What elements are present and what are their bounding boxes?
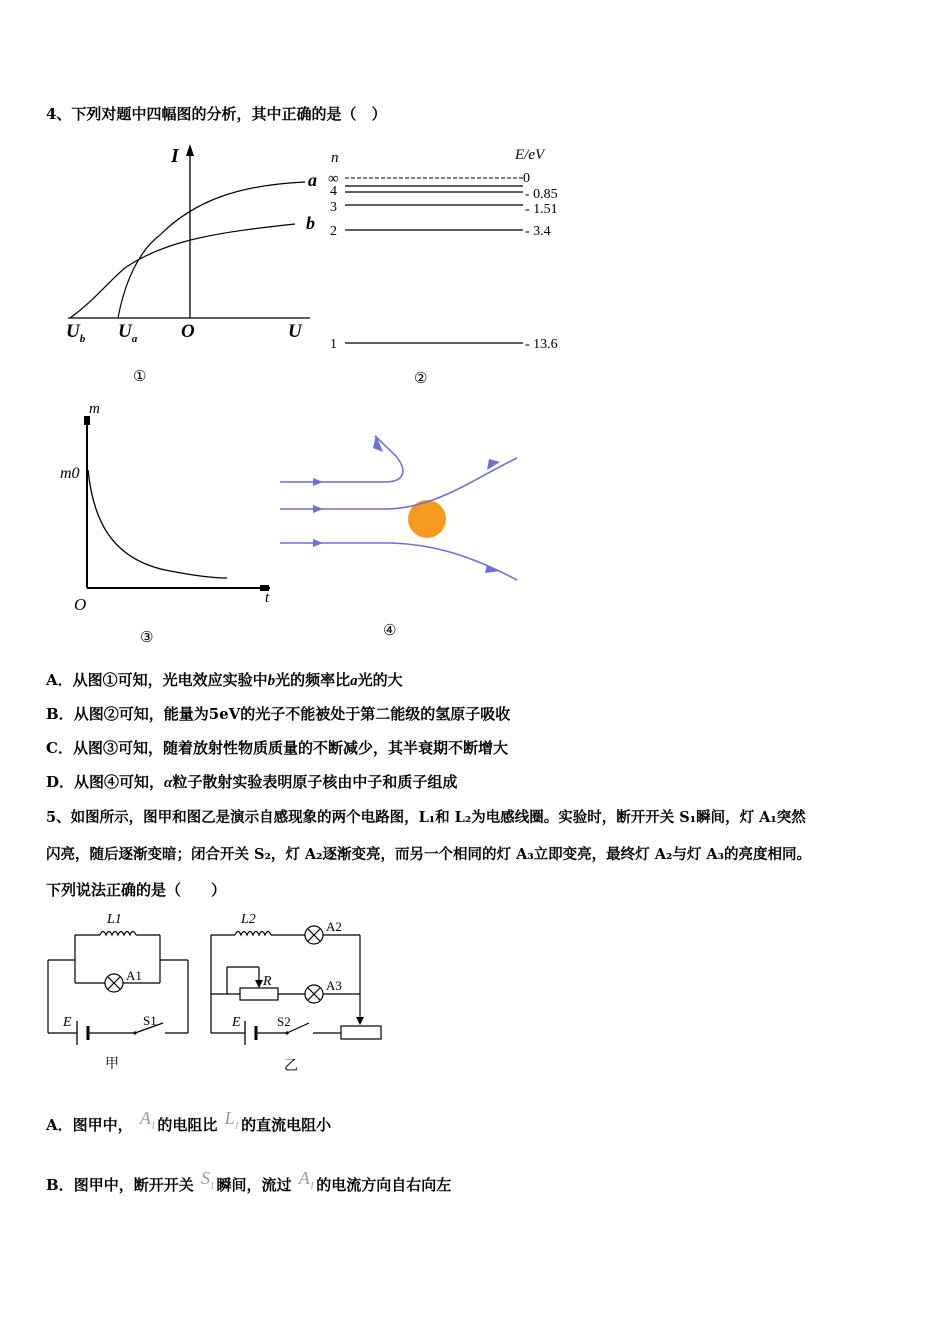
fig2-e-1: - 13.6 [525, 337, 558, 352]
figure-2-energy-levels [325, 142, 585, 362]
figure-1-iu-curves [60, 140, 320, 350]
figure-3-caption: ③ [140, 628, 154, 646]
symbol-a1: $A_1$ [139, 1108, 156, 1131]
symbol-s1: $S_1$ [200, 1168, 215, 1191]
fig2-e-0: 0 [523, 171, 530, 186]
figure-4-alpha-scattering [275, 430, 525, 590]
circuit-yi-e: E [232, 1015, 241, 1030]
question-5-line-2: 闪亮，随后逐渐变暗；闭合开关 S₂，灯 A₂逐渐变亮，而另一个相同的灯 A₃立即变亮，最终灯 A₂与灯 A₃的亮度相同。 [46, 846, 811, 863]
circuit-yi-s2: S2 [277, 1014, 291, 1029]
circuit-yi [205, 905, 395, 1075]
circuit-jia-e: E [63, 1015, 72, 1030]
symbol-l1: $L_1$ [224, 1108, 240, 1131]
fig2-n-inf: ∞ [328, 171, 339, 187]
fig1-ua: $U_a$ [118, 321, 138, 345]
fig1-curve-a: a [308, 170, 317, 190]
circuit-jia-a1: A1 [126, 968, 142, 983]
figure-2-caption: ② [414, 369, 428, 387]
fig1-axis-i: I [171, 145, 179, 167]
fig2-n-1: 1 [330, 337, 337, 352]
circuit-yi-a3: A3 [326, 978, 342, 993]
symbol-a1-b: $A_1$ [298, 1168, 315, 1191]
circuit-jia-l1: L1 [107, 912, 122, 927]
fig1-curve-b: b [306, 213, 315, 233]
q5-option-b[interactable]: B．图甲中，断开开关 $S_1$ 瞬间，流过 $A_1$ 的电流方向自右向左 [46, 1168, 452, 1194]
circuit-yi-l2: L2 [241, 912, 256, 927]
fig2-e-label: E/eV [515, 147, 545, 163]
fig3-m0: m0 [60, 465, 80, 482]
question-5-line-1: 5、如图所示，图甲和图乙是演示自感现象的两个电路图，L₁和 L₂为电感线圈。实验时，断开开关 S₁瞬间，灯 A₁突然 [46, 809, 806, 826]
fig2-e-3: - 1.51 [525, 202, 558, 217]
q5-option-a[interactable]: A．图甲中， $A_1$ 的电阻比 $L_1$ 的直流电阻小 [46, 1108, 332, 1134]
circuit-jia-caption: 甲 [105, 1057, 119, 1072]
fig2-e-2: - 3.4 [525, 224, 551, 239]
fig2-n-2: 2 [330, 224, 337, 239]
circuit-jia-s1: S1 [143, 1013, 157, 1028]
question-5-line-3: 下列说法正确的是（ ） [46, 881, 227, 899]
q4-option-a[interactable]: A．从图①可知，光电效应实验中b光的频率比a光的大 [46, 671, 403, 689]
fig2-e-4: - 0.85 [525, 187, 558, 202]
question-4-stem: 4、下列对题中四幅图的分析，其中正确的是（ ） [46, 105, 387, 123]
circuit-yi-caption: 乙 [284, 1059, 298, 1074]
fig1-axis-u: U [288, 321, 302, 342]
fig2-n-3: 3 [330, 200, 337, 215]
figure-1-caption: ① [133, 367, 147, 385]
fig2-n-label: n [331, 150, 339, 166]
circuit-jia [45, 905, 195, 1075]
fig1-origin: O [181, 321, 195, 342]
figure-4-caption: ④ [383, 621, 397, 639]
figure-3-decay-curve [55, 398, 285, 623]
circuit-yi-r: R [263, 974, 272, 989]
fig3-axis-m: m [89, 401, 100, 417]
q4-option-d[interactable]: D．从图④可知，α粒子散射实验表明原子核由中子和质子组成 [46, 773, 458, 791]
fig3-origin: O [74, 595, 87, 614]
fig1-ub: $U_b$ [66, 321, 86, 345]
circuit-yi-a2: A2 [326, 919, 342, 934]
fig2-n-4: 4 [330, 184, 337, 199]
q4-option-b[interactable]: B．从图②可知，能量为5eV的光子不能被处于第二能级的氢原子吸收 [46, 705, 511, 723]
q4-option-c[interactable]: C．从图③可知，随着放射性物质质量的不断减少，其半衰期不断增大 [46, 739, 508, 757]
fig3-axis-t: t [265, 590, 270, 606]
